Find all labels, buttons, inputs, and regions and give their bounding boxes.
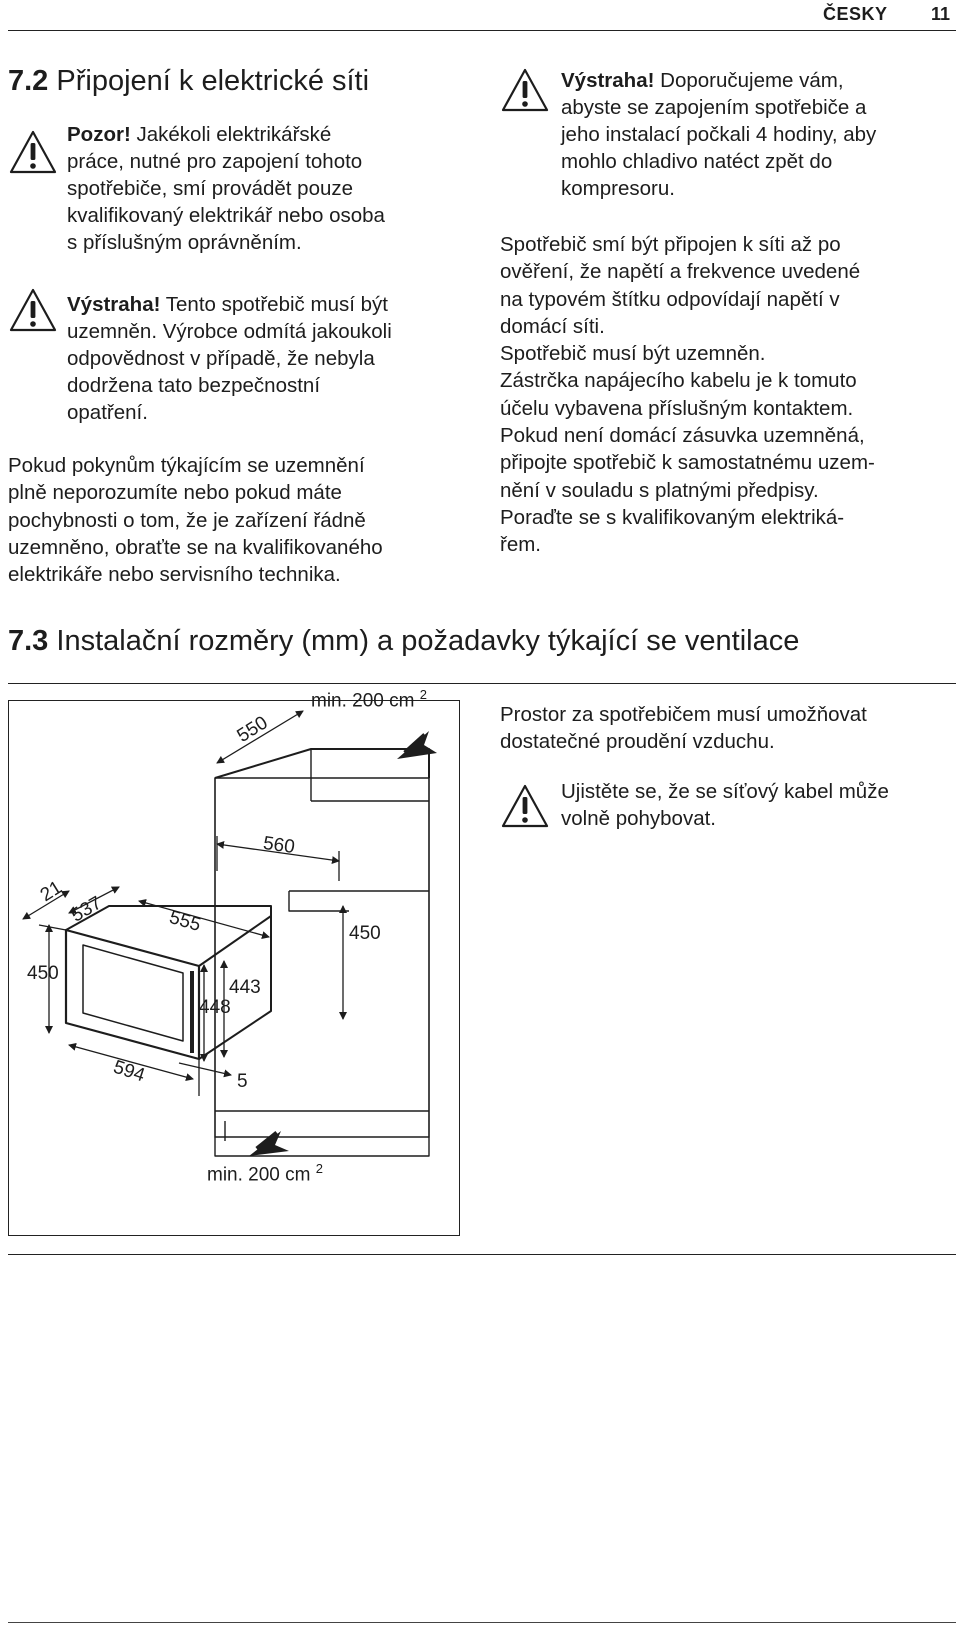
paragraph-line: Spotřebič musí být uzemněn. bbox=[500, 342, 766, 366]
vent-bottom-sup: 2 bbox=[315, 1161, 323, 1176]
paragraph-line: Poraďte se s kvalifikovaným elektriká- bbox=[500, 505, 845, 529]
warning-line: Tento spotřebič musí být bbox=[165, 293, 388, 316]
warning-line: uzemněn. Výrobce odmítá jakoukoli bbox=[67, 320, 392, 343]
paragraph-line: Zástrčka napájecího kabelu je k tomuto bbox=[500, 369, 857, 393]
caution-line: spotřebiče, smí provádět pouze bbox=[67, 177, 354, 200]
paragraph-line: dostatečné proudění vzduchu. bbox=[500, 730, 775, 754]
paragraph-line: Ujistěte se, že se síťový kabel může bbox=[561, 780, 889, 803]
vent-top-label bbox=[311, 687, 427, 712]
vent-bottom-label bbox=[207, 1161, 323, 1186]
caution-block bbox=[67, 121, 447, 256]
warning-line: dodržena tato bezpečnostní bbox=[67, 374, 321, 397]
warning-label: Výstraha! bbox=[67, 293, 161, 316]
paragraph-line: elektrikáře nebo servisního technika. bbox=[8, 563, 341, 587]
paragraph-line: řem. bbox=[500, 533, 541, 557]
warning-triangle-icon bbox=[8, 287, 58, 333]
caution-line: s příslušným oprávněním. bbox=[67, 231, 302, 254]
warning-earth-block bbox=[67, 291, 447, 426]
paragraph-line: uzemněno, obraťte se na kvalifikovaného bbox=[8, 535, 383, 559]
section-7-3-title bbox=[8, 624, 799, 658]
warning-line: Doporučujeme vám, bbox=[660, 69, 844, 92]
diagram-drawing bbox=[9, 701, 461, 1237]
paragraph-line: Spotřebič smí být připojen k síti až po bbox=[500, 233, 841, 256]
section-number: 7.3 bbox=[8, 625, 49, 657]
warning-wait-block bbox=[561, 67, 951, 202]
section-number: 7.2 bbox=[8, 65, 49, 97]
warning-line: mohlo chladivo natéct zpět do bbox=[561, 150, 833, 173]
caution-line: kvalifikovaný elektrikář nebo osoba bbox=[67, 204, 385, 227]
caution-label: Pozor! bbox=[67, 123, 131, 146]
dim-448-label: 448 bbox=[199, 997, 231, 1018]
dim-443-label: 443 bbox=[229, 977, 261, 998]
warning-line: abyste se zapojením spotřebiče a bbox=[561, 96, 867, 119]
connection-paragraph bbox=[500, 231, 950, 559]
dim-550-label: 550 bbox=[233, 712, 272, 747]
warning-triangle-icon bbox=[500, 783, 550, 829]
dim-537-label: 537 bbox=[67, 892, 106, 927]
page-number: 11 bbox=[931, 4, 951, 24]
warning-line: kompresoru. bbox=[561, 177, 675, 200]
warning-line: odpovědnost v případě, že nebyla bbox=[67, 347, 375, 370]
grounding-paragraph bbox=[8, 452, 468, 588]
section-title-text: Instalační rozměry (mm) a požadavky týkající se ventilace bbox=[56, 625, 800, 657]
caution-line: Jakékoli elektrikářské bbox=[136, 123, 332, 146]
dim-5-label: 5 bbox=[237, 1071, 248, 1092]
header-rule bbox=[8, 30, 956, 31]
dim-555-label: 555 bbox=[166, 907, 204, 936]
paragraph-line: na typovém štítku odpovídají napětí v bbox=[500, 287, 840, 311]
dim-21-label: 21 bbox=[36, 877, 66, 907]
paragraph-line: ověření, že napětí a frekvence uvedené bbox=[500, 260, 861, 284]
dim-560-label: 560 bbox=[261, 832, 297, 859]
cable-note bbox=[561, 778, 951, 833]
paragraph-line: pochybnosti o tom, že je zařízení řádně bbox=[8, 508, 366, 532]
ventilation-text bbox=[500, 701, 950, 756]
caution-line: práce, nutné pro zapojení tohoto bbox=[67, 150, 363, 173]
paragraph-line: volně pohybovat. bbox=[561, 807, 717, 831]
footer-rule bbox=[8, 1622, 956, 1623]
paragraph-line: Prostor za spotřebičem musí umožňovat bbox=[500, 703, 867, 726]
paragraph-line: Pokud pokynům týkajícím se uzemnění bbox=[8, 454, 365, 477]
warning-line: opatření. bbox=[67, 401, 148, 424]
dim-450-left-label: 450 bbox=[27, 963, 59, 984]
paragraph-line: plně neporozumíte nebo pokud máte bbox=[8, 481, 342, 505]
paragraph-line: připojte spotřebič k samostatnému uzem- bbox=[500, 451, 875, 475]
vent-bottom-text: min. 200 cm bbox=[207, 1164, 311, 1186]
section-end-rule bbox=[8, 1254, 956, 1255]
warning-triangle-icon bbox=[500, 67, 550, 113]
installation-diagram bbox=[8, 687, 460, 1236]
dim-594-label: 594 bbox=[110, 1056, 148, 1087]
section-rule bbox=[8, 683, 956, 684]
dim-450-right-label: 450 bbox=[349, 923, 381, 944]
warning-label: Výstraha! bbox=[561, 69, 655, 92]
section-title-text: Připojení k elektrické síti bbox=[56, 65, 370, 97]
language-label: ČESKY bbox=[823, 4, 888, 24]
paragraph-line: nění v souladu s platnými předpisy. bbox=[500, 478, 819, 502]
paragraph-line: domácí síti. bbox=[500, 314, 605, 338]
warning-line: jeho instalací počkali 4 hodiny, aby bbox=[561, 123, 877, 146]
paragraph-line: Pokud není domácí zásuvka uzemněná, bbox=[500, 424, 865, 448]
vent-top-sup: 2 bbox=[419, 687, 427, 702]
section-7-2-title bbox=[8, 64, 369, 98]
warning-triangle-icon bbox=[8, 129, 58, 175]
paragraph-line: účelu vybavena příslušným kontaktem. bbox=[500, 396, 854, 420]
vent-top-text: min. 200 cm bbox=[311, 690, 415, 712]
